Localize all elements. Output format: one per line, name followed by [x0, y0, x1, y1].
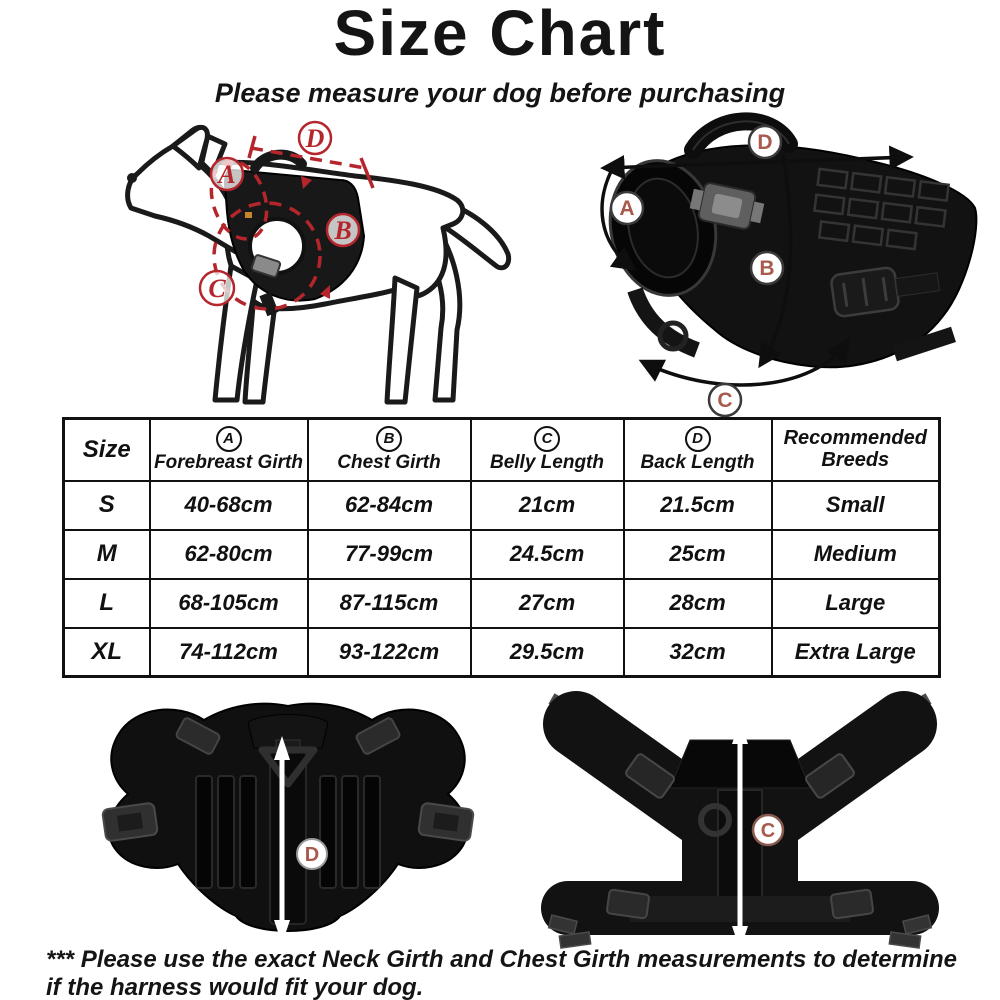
cell-breeds: Extra Large	[772, 628, 940, 677]
dog-measurement-diagram	[115, 116, 515, 413]
harness-photo-body	[598, 121, 976, 367]
cell-size: S	[64, 481, 150, 530]
cell-chest: 93-122cm	[308, 628, 471, 677]
header-forebreast-girth: A Forebreast Girth	[150, 419, 308, 481]
cell-back: 25cm	[624, 530, 772, 579]
cell-size: L	[64, 579, 150, 628]
cell-back: 32cm	[624, 628, 772, 677]
circled-letter-a: A	[216, 426, 242, 452]
label-c: C	[760, 820, 776, 842]
label-a: A	[218, 160, 236, 189]
cell-chest: 62-84cm	[308, 481, 471, 530]
cell-breeds: Small	[772, 481, 940, 530]
label-d: D	[757, 131, 773, 154]
table-row	[64, 579, 940, 628]
footnote: *** Please use the exact Neck Girth and Chest Girth measurements to determine if the harness would fit your dog.	[46, 946, 957, 1000]
table-header-row	[64, 419, 940, 481]
label-c: C	[717, 389, 733, 412]
table-row	[64, 530, 940, 579]
harness-underside-label	[753, 815, 783, 845]
header-chest-girth: B Chest Girth	[308, 419, 471, 481]
size-table	[62, 417, 941, 678]
table-row	[64, 628, 940, 677]
cell-forebreast: 74-112cm	[150, 628, 308, 677]
harness-top-label	[297, 839, 327, 869]
harness-top-body	[102, 704, 474, 931]
cell-back: 21.5cm	[624, 481, 772, 530]
header-size: Size	[64, 419, 150, 481]
cell-size: M	[64, 530, 150, 579]
header-belly-length: C Belly Length	[471, 419, 624, 481]
label-a: A	[619, 197, 635, 220]
header-back-length: D Back Length	[624, 419, 772, 481]
cell-belly: 27cm	[471, 579, 624, 628]
header-recommended-breeds: Recommended Breeds	[772, 419, 940, 481]
circled-letter-d: D	[685, 426, 711, 452]
label-d: D	[305, 124, 325, 153]
harness-top-view-photo	[78, 684, 498, 959]
cell-breeds: Medium	[772, 530, 940, 579]
cell-chest: 87-115cm	[308, 579, 471, 628]
cell-forebreast: 62-80cm	[150, 530, 308, 579]
cell-size: XL	[64, 628, 150, 677]
circled-letter-b: B	[376, 426, 402, 452]
label-c: C	[208, 274, 226, 303]
circled-letter-c: C	[534, 426, 560, 452]
label-b: B	[334, 216, 352, 245]
page-subtitle: Please measure your dog before purchasing	[214, 78, 786, 108]
dog-nose	[127, 173, 137, 183]
harness-side-photo	[575, 110, 995, 420]
label-b: B	[759, 257, 775, 280]
cell-belly: 29.5cm	[471, 628, 624, 677]
table-row	[64, 481, 940, 530]
cell-breeds: Large	[772, 579, 940, 628]
cell-belly: 24.5cm	[471, 530, 624, 579]
cell-forebreast: 68-105cm	[150, 579, 308, 628]
page-title: Size Chart	[333, 0, 667, 69]
label-d: D	[304, 844, 320, 866]
cell-chest: 77-99cm	[308, 530, 471, 579]
harness-underside-photo	[510, 680, 970, 965]
cell-belly: 21cm	[471, 481, 624, 530]
cell-forebreast: 40-68cm	[150, 481, 308, 530]
cell-back: 28cm	[624, 579, 772, 628]
